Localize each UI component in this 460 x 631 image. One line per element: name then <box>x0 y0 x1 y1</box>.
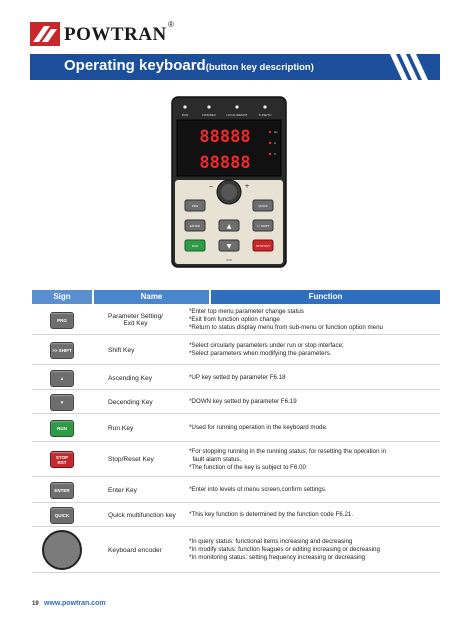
banner-title-main: Operating keyboard <box>64 57 206 74</box>
sign-cell <box>32 504 92 526</box>
panel-key-run: RUN <box>191 244 199 248</box>
key-icon: >> SHIFT <box>50 342 74 359</box>
name-line: Stop/Reset Key <box>108 456 154 463</box>
table-row <box>32 415 440 442</box>
table-row <box>32 528 440 573</box>
key-icon: PRG <box>50 312 74 329</box>
sign-cell <box>32 336 92 364</box>
sign-cell <box>32 415 92 441</box>
key-icon: STOP RST <box>50 451 74 468</box>
function-line: *In query status: functional items increasing and decreasing <box>189 538 353 545</box>
banner-title <box>64 57 314 74</box>
logo-registered: ® <box>168 20 174 29</box>
indicator-run: RUN <box>181 113 189 117</box>
name-line: Parameter Setting/ <box>108 313 163 320</box>
function-line: *DOWN key setted by parameter F6.19 <box>189 398 297 405</box>
header-function: Function <box>211 290 440 304</box>
name-line: Quick multifunction key <box>108 511 176 519</box>
panel-key-down: ▼ <box>226 243 232 250</box>
panel-key-stop: STOP RST <box>256 244 270 248</box>
panel-key-quick: QUICK <box>258 204 268 208</box>
panel-brand: JP02 <box>226 259 232 262</box>
panel-key-prg: PRG <box>191 204 199 208</box>
table-row <box>32 391 440 414</box>
name-line: Decending Key <box>108 398 153 406</box>
function-cell <box>189 504 439 526</box>
name-line: Shift Key <box>108 346 135 354</box>
key-icon: RUN <box>50 420 74 437</box>
header-sign: Sign <box>32 290 92 304</box>
function-cell <box>189 478 439 502</box>
function-line: *The function of the key is subject to F6.00 <box>189 463 306 471</box>
function-line: *Select parameters when modifying the parameters. <box>189 350 332 357</box>
indicator-fwd-rev: FWD/REV <box>202 113 216 117</box>
table-row <box>32 336 440 365</box>
key-icon: QUICK <box>50 507 74 524</box>
function-line: *This key function is determined by the function code F6.21. <box>189 511 354 518</box>
display-bottom: 88888 <box>199 153 251 173</box>
indicator-tune-tc: TUNE/TC <box>258 113 272 117</box>
encoder-knob-icon <box>42 530 82 570</box>
section-banner <box>30 54 440 80</box>
key-icon: ▼ <box>50 394 74 411</box>
logo-mark-icon <box>30 22 60 46</box>
header-name: Name <box>94 290 209 304</box>
panel-key-up: ▲ <box>226 223 232 230</box>
sign-cell <box>32 478 92 502</box>
function-line: *In monitoring status: setting frequency increasing or decreasing <box>189 554 366 561</box>
function-line: *Select circularly parameters under run or stop interface; <box>189 342 344 349</box>
function-cell <box>189 391 439 413</box>
table-row <box>32 367 440 390</box>
unit-v: V <box>274 152 277 156</box>
knob-plus: + <box>244 183 250 190</box>
sign-cell <box>32 528 92 572</box>
name-line: Enter Key <box>108 486 137 494</box>
banner-slashes-icon <box>386 54 432 80</box>
function-line: *In modify status: function feagues or editing increasing or decreasing <box>189 546 380 553</box>
table-row <box>32 306 440 335</box>
keypad-panel <box>171 96 287 268</box>
function-cell <box>189 336 439 364</box>
sign-cell <box>32 306 92 334</box>
name-line: Run Key <box>108 424 134 432</box>
key-icon: ▲ <box>50 370 74 387</box>
function-line: *For stopping running in the running status; for resetting the operation in <box>189 447 387 455</box>
sign-cell <box>32 367 92 389</box>
sign-cell <box>32 391 92 413</box>
table-row <box>32 478 440 503</box>
function-line: *Return to status display menu from sub-menu or function option menu <box>189 324 383 331</box>
powtran-logo <box>30 22 180 46</box>
table-row <box>32 504 440 527</box>
name-line: Ascending Key <box>108 374 152 382</box>
indicator-local-remot: LOCAL/REMOT <box>226 113 248 117</box>
unit-hz: Hz <box>274 130 278 134</box>
sign-cell <box>32 443 92 476</box>
page-number: 19 <box>32 601 39 607</box>
function-cell <box>189 528 439 572</box>
table-header <box>32 290 440 304</box>
function-line: *Exit from function option change <box>189 316 280 323</box>
function-line: *UP key setted by parameter F6.18 <box>189 374 286 381</box>
name-line: Keyboard encoder <box>108 546 162 554</box>
function-line: fault alarm status. <box>189 455 242 463</box>
panel-key-enter: ENTER <box>189 224 201 228</box>
function-line: *Enter into levels of menu screen,confirm settings. <box>189 486 327 493</box>
function-line: *Enter top menu parameter change status <box>189 308 304 315</box>
footer-url: www.powtran.com <box>44 600 106 607</box>
banner-subtitle: (button key description) <box>205 62 314 73</box>
unit-a: A <box>274 141 277 145</box>
function-cell <box>189 367 439 389</box>
knob-minus: − <box>208 183 214 190</box>
table-row <box>32 443 440 477</box>
name-line: Exit Key <box>123 320 148 327</box>
display-top: 88888 <box>199 127 251 147</box>
logo-text: POWTRAN <box>64 24 167 45</box>
function-cell <box>189 415 439 441</box>
function-line: *Used for running operation in the keyboard mode. <box>189 424 328 431</box>
function-cell <box>189 306 439 334</box>
function-cell <box>189 443 439 476</box>
key-icon: ENTER <box>50 482 74 499</box>
panel-key-shift: >> SHIFT <box>256 224 270 228</box>
